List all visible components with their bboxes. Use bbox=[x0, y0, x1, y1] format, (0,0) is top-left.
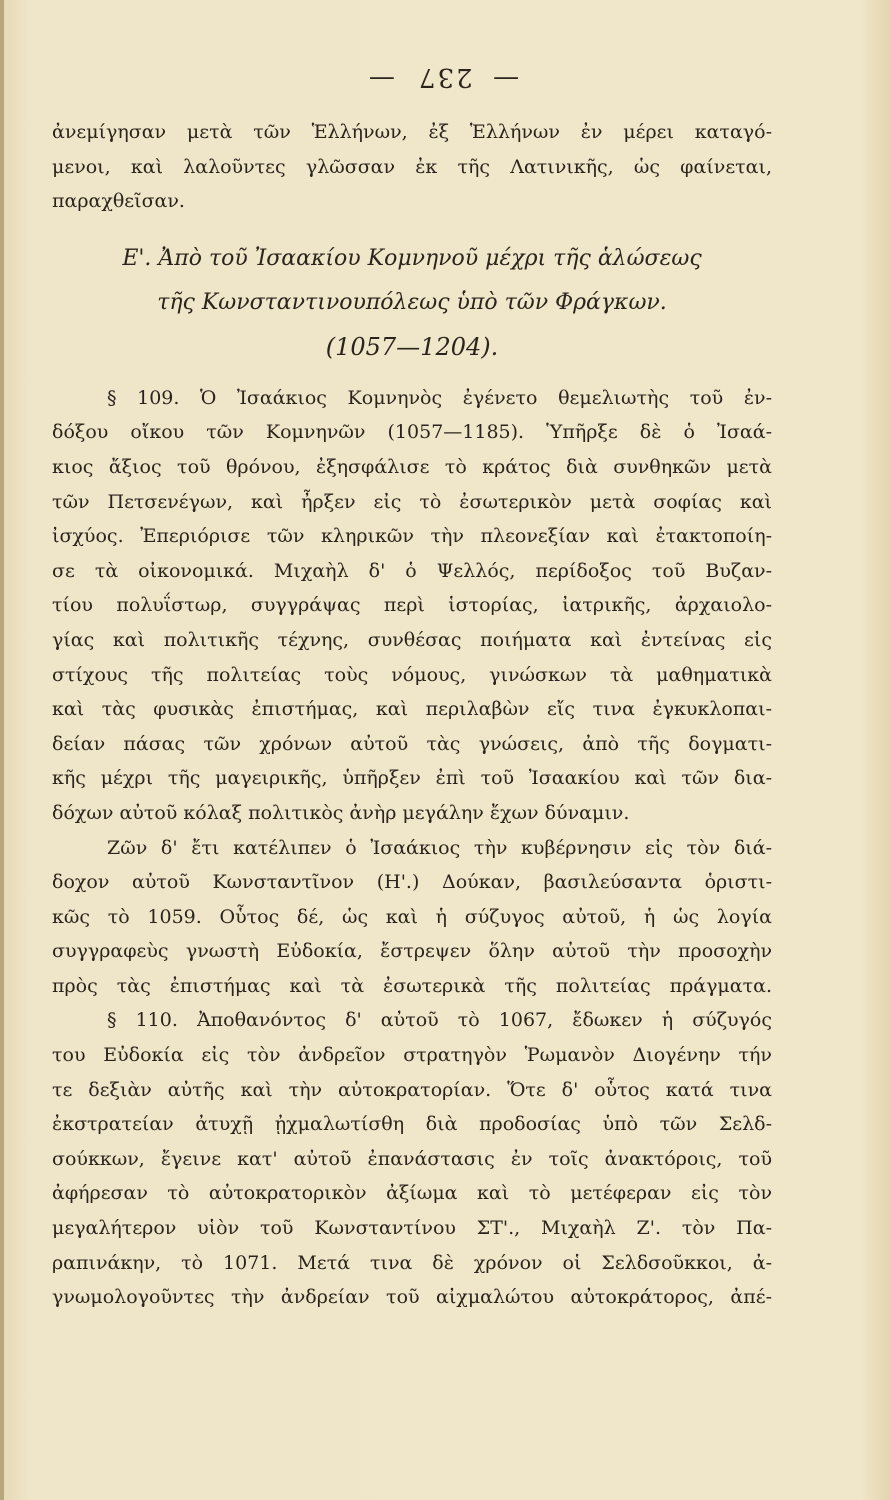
text-line: δόχων αὐτοῦ κόλαξ πολιτικὸς ἀνὴρ μεγάλην ἔχων δύναμιν. bbox=[52, 801, 630, 824]
text-line: ἀνεμίγησαν μετὰ τῶν Ἑλλήνων, ἐξ Ἑλλήνων ἐν μέρει καταγό- bbox=[52, 121, 772, 143]
text-line: § 109. Ὁ Ἰσαάκιος Κομνηνὸς ἐγένετο θεμελιωτὴς τοῦ ἐν- bbox=[107, 386, 772, 409]
text-line: γίας καὶ πολιτικῆς τέχνης, συνθέσας ποιήματα καὶ ἐντείνας εἰς bbox=[52, 628, 772, 651]
text-line: κῆς μέχρι τῆς μαγειρικῆς, ὑπῆρξεν ἐπὶ τοῦ Ἰσαακίου καὶ τῶν δια- bbox=[52, 767, 772, 790]
text-line: ἐκστρατείαν ἀτυχῇ ᾐχμαλωτίσθη διὰ προδοσίας ὑπὸ τῶν Σελδ- bbox=[52, 1113, 772, 1136]
page-number-dash-left: — bbox=[368, 62, 397, 92]
text-line: ἰσχύος. Ἐπεριόρισε τῶν κληρικῶν τὴν πλεονεξίαν καὶ ἐτακτοποίη- bbox=[52, 525, 772, 548]
chapter-heading-dates: (1057—1204). bbox=[325, 332, 499, 361]
text-line: § 110. Ἀποθανόντος δ' αὐτοῦ τὸ 1067, ἔδωκεν ἡ σύζυγός bbox=[107, 1009, 772, 1032]
chapter-heading-line-1: Ε'. Ἀπὸ τοῦ Ἰσαακίου Κομνηνοῦ μέχρι τῆς ἁλώσεως bbox=[122, 245, 702, 271]
text-line: τίου πολυΐστωρ, συγγράψας περὶ ἱστορίας, ἰατρικῆς, ἀρχαιολο- bbox=[52, 594, 772, 617]
text-line: ραπινάκην, τὸ 1071. Μετά τινα δὲ χρόνον οἱ Σελδσοῦκκοι, ἀ- bbox=[52, 1251, 772, 1274]
paragraph-2 bbox=[52, 831, 772, 1004]
page-body bbox=[52, 115, 772, 1315]
page-number: 237 bbox=[417, 62, 473, 92]
text-line: κῶς τὸ 1059. Οὗτος δέ, ὡς καὶ ἡ σύζυγος αὐτοῦ, ἡ ὡς λογία bbox=[52, 905, 772, 928]
text-line: καὶ τὰς φυσικὰς ἐπιστήμας, καὶ περιλαβὼν εἴς τινα ἐγκυκλοπαι- bbox=[52, 698, 772, 721]
text-line: σε τὰ οἰκονομικά. Μιχαὴλ δ' ὁ Ψελλός, περίδοξος τοῦ Βυζαν- bbox=[52, 559, 772, 582]
text-line: ἀφήρεσαν τὸ αὐτοκρατορικὸν ἀξίωμα καὶ τὸ μετέφεραν εἰς τὸν bbox=[52, 1182, 772, 1205]
text-line: Ζῶν δ' ἔτι κατέλιπεν ὁ Ἰσαάκιος τὴν κυβέρνησιν εἰς τὸν διά- bbox=[107, 836, 772, 859]
text-line: του Εὐδοκία εἰς τὸν ἀνδρεῖον στρατηγὸν Ῥωμανὸν Διογένην τήν bbox=[52, 1044, 772, 1067]
text-line: στίχους τῆς πολιτείας τοὺς νόμους, γινώσκων τὰ μαθηματικὰ bbox=[52, 663, 772, 686]
text-line: γνωμολογοῦντες τὴν ἀνδρείαν τοῦ αἰχμαλώτου αὐτοκράτορος, ἀπέ- bbox=[52, 1286, 772, 1309]
page-number-header bbox=[0, 62, 890, 92]
text-line: δόξου οἴκου τῶν Κομνηνῶν (1057—1185). Ὑπῆρξε δὲ ὁ Ἰσαά- bbox=[52, 421, 772, 444]
text-line: δείαν πάσας τῶν χρόνων αὐτοῦ τὰς γνώσεις, ἀπὸ τῆς δογματι- bbox=[52, 732, 772, 755]
text-line: παραχθεῖσαν. bbox=[52, 190, 185, 213]
text-line: τῶν Πετσενέγων, καὶ ἦρξεν εἰς τὸ ἐσωτερικὸν μετὰ σοφίας καὶ bbox=[52, 490, 772, 513]
text-line: μεγαλήτερον υἱὸν τοῦ Κωνσταντίνου ΣΤ'., Μιχαὴλ Ζ'. τὸν Πα- bbox=[52, 1217, 772, 1240]
text-line: συγγραφεὺς γνωστὴ Εὐδοκία, ἔστρεψεν ὅλην αὐτοῦ τὴν προσοχὴν bbox=[52, 940, 772, 963]
text-line: κιος ἄξιος τοῦ θρόνου, ἐξησφάλισε τὸ κράτος διὰ συνθηκῶν μετὰ bbox=[52, 455, 772, 478]
chapter-heading bbox=[52, 237, 772, 369]
text-line: μενοι, καὶ λαλοῦντες γλῶσσαν ἐκ τῆς Λατινικῆς, ὡς φαίνεται, bbox=[52, 155, 772, 178]
chapter-heading-line-2: τῆς Κωνσταντινουπόλεως ὑπὸ τῶν Φράγκων. bbox=[157, 289, 667, 315]
text-line: πρὸς τὰς ἐπιστήμας καὶ τὰ ἐσωτερικὰ τῆς πολιτείας πράγματα. bbox=[52, 974, 772, 997]
text-line: σούκκων, ἔγεινε κατ' αὐτοῦ ἐπανάστασις ἐν τοῖς ἀνακτόροις, τοῦ bbox=[52, 1147, 772, 1170]
page-number-dash-right: — bbox=[493, 62, 522, 92]
intro-paragraph bbox=[52, 115, 772, 219]
page-binding-edge bbox=[0, 0, 4, 1500]
text-line: τε δεξιὰν αὐτῆς καὶ τὴν αὐτοκρατορίαν. Ὅτε δ' οὗτος κατά τινα bbox=[52, 1078, 772, 1101]
section-110 bbox=[52, 1003, 772, 1314]
section-109 bbox=[52, 381, 772, 831]
text-line: δοχον αὐτοῦ Κωνσταντῖνον (Η'.) Δούκαν, βασιλεύσαντα ὁριστι- bbox=[52, 871, 772, 894]
